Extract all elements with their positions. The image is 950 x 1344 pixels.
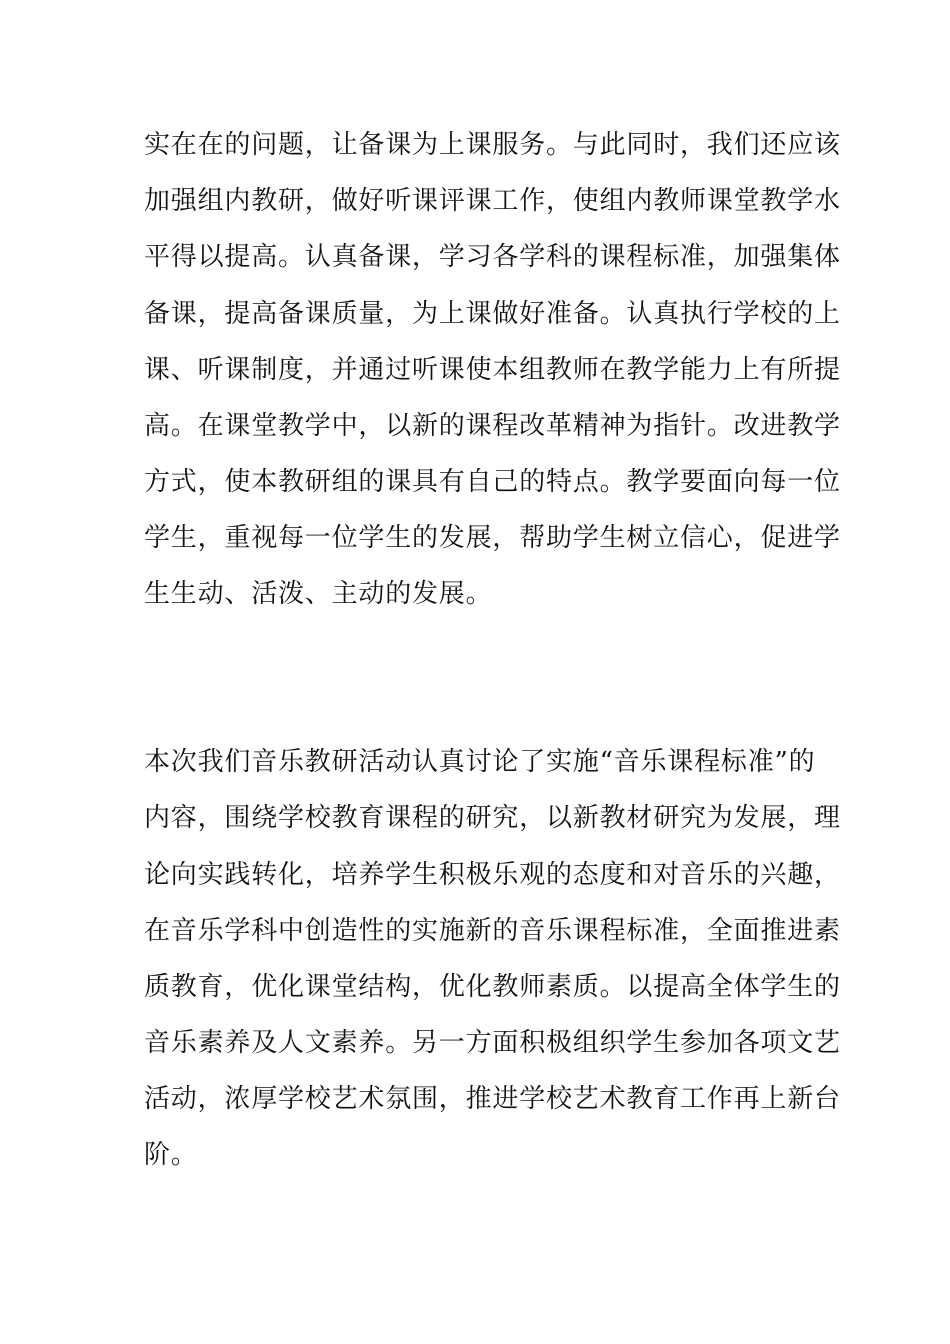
text-line: 平得以提高。认真备课，学习各学科的课程标准，加强集体 [144, 242, 841, 272]
text-line: 方式，使本教研组的课具有自己的特点。教学要面向每一位 [144, 467, 841, 497]
text-line: 论向实践转化，培养学生积极乐观的态度和对音乐的兴趣， [144, 860, 841, 890]
text-line: 本次我们音乐教研活动认真讨论了实施“音乐课程标准”的 [144, 747, 816, 777]
text-line: 阶。 [144, 1140, 198, 1170]
text-line: 实在在的问题，让备课为上课服务。与此同时，我们还应该 [144, 130, 841, 160]
text-line: 生生动、活泼、主动的发展。 [144, 579, 493, 609]
text-line: 活动，浓厚学校艺术氛围，推进学校艺术教育工作再上新台 [144, 1084, 841, 1114]
text-line: 质教育，优化课堂结构，优化教师素质。以提高全体学生的 [144, 972, 841, 1002]
text-line: 在音乐学科中创造性的实施新的音乐课程标准，全面推进素 [144, 916, 841, 946]
text-line: 备课，提高备课质量，为上课做好准备。认真执行学校的上 [144, 299, 841, 329]
text-line: 高。在课堂教学中，以新的课程改革精神为指针。改进教学 [144, 411, 841, 441]
text-line: 学生，重视每一位学生的发展，帮助学生树立信心，促进学 [144, 523, 841, 553]
text-line: 课、听课制度，并通过听课使本组教师在教学能力上有所提 [144, 355, 841, 385]
text-line: 音乐素养及人文素养。另一方面积极组织学生参加各项文艺 [144, 1028, 841, 1058]
text-line: 加强组内教研，做好听课评课工作，使组内教师课堂教学水 [144, 186, 841, 216]
text-line: 内容，围绕学校教育课程的研究，以新教材研究为发展，理 [144, 803, 841, 833]
